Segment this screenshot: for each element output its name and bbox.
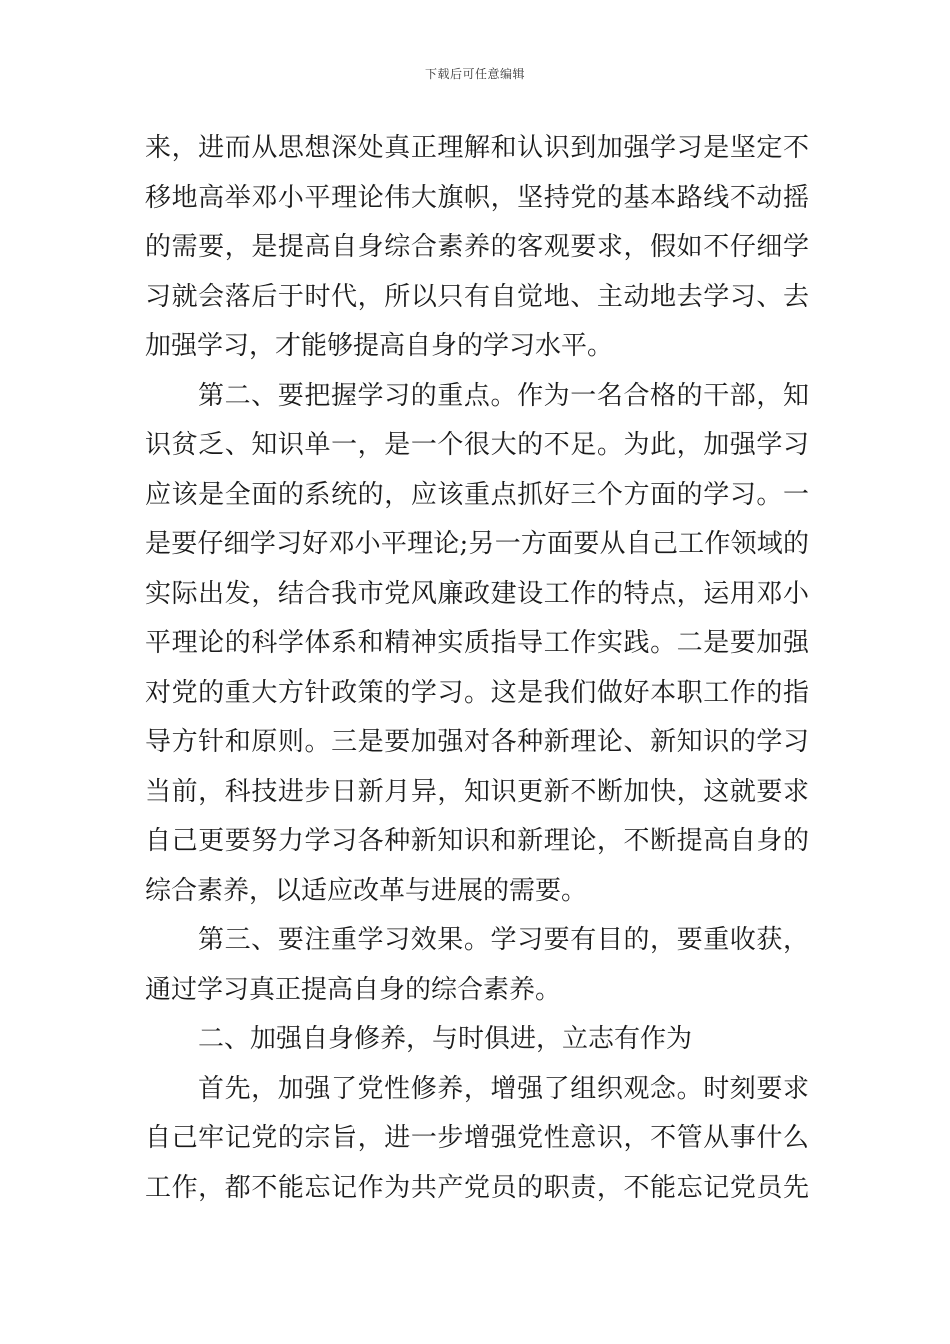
- text-line: 综合素养，以适应改革与进展的需要。: [145, 875, 588, 906]
- text-line: 平理论的科学体系和精神实质指导工作实践。二是要加强: [145, 628, 809, 658]
- text-line: 第二、要把握学习的重点。作为一名合格的干部，知: [198, 380, 809, 411]
- text-line: 实际出发，结合我市党风廉政建设工作的特点，运用邓小: [145, 578, 809, 609]
- text-line: 识贫乏、知识单一，是一个很大的不足。为此，加强学习: [145, 430, 809, 460]
- text-line: 第三、要注重学习效果。学习要有目的，要重收获，: [198, 925, 809, 955]
- text-line: 应该是全面的系统的，应该重点抓好三个方面的学习。一: [145, 479, 809, 510]
- text-line: 的需要，是提高自身综合素养的客观要求，假如不仔细学: [145, 232, 809, 262]
- document-body: [145, 124, 809, 1213]
- text-line: 自己牢记党的宗旨，进一步增强党性意识，不管从事什么: [145, 1123, 809, 1153]
- text-line: 加强学习，才能够提高自身的学习水平。: [145, 331, 614, 361]
- text-line: 当前，科技进步日新月异，知识更新不断加快，这就要求: [145, 776, 809, 807]
- text-line: 首先，加强了党性修养，增强了组织观念。时刻要求: [198, 1073, 809, 1104]
- text-line: 移地高举邓小平理论伟大旗帜，坚持党的基本路线不动摇: [145, 182, 809, 213]
- text-line: 工作，都不能忘记作为共产党员的职责，不能忘记党员先: [145, 1172, 809, 1203]
- text-line: 来，进而从思想深处真正理解和认识到加强学习是坚定不: [145, 133, 809, 163]
- section-heading: 二、加强自身修养，与时俱进，立志有作为: [198, 1024, 693, 1054]
- text-line: 对党的重大方针政策的学习。这是我们做好本职工作的指: [145, 677, 809, 708]
- text-line: 自己更要努力学习各种新知识和新理论，不断提高自身的: [145, 826, 809, 856]
- text-line: 通过学习真正提高自身的综合素养。: [145, 974, 562, 1005]
- text-line: 导方针和原则。三是要加强对各种新理论、新知识的学习: [145, 727, 809, 757]
- page-header: 下载后可任意编辑: [424, 67, 525, 81]
- text-line: 是要仔细学习好邓小平理论;另一方面要从自己工作领域的: [145, 529, 809, 559]
- text-line: 习就会落后于时代，所以只有自觉地、主动地去学习、去: [145, 281, 809, 312]
